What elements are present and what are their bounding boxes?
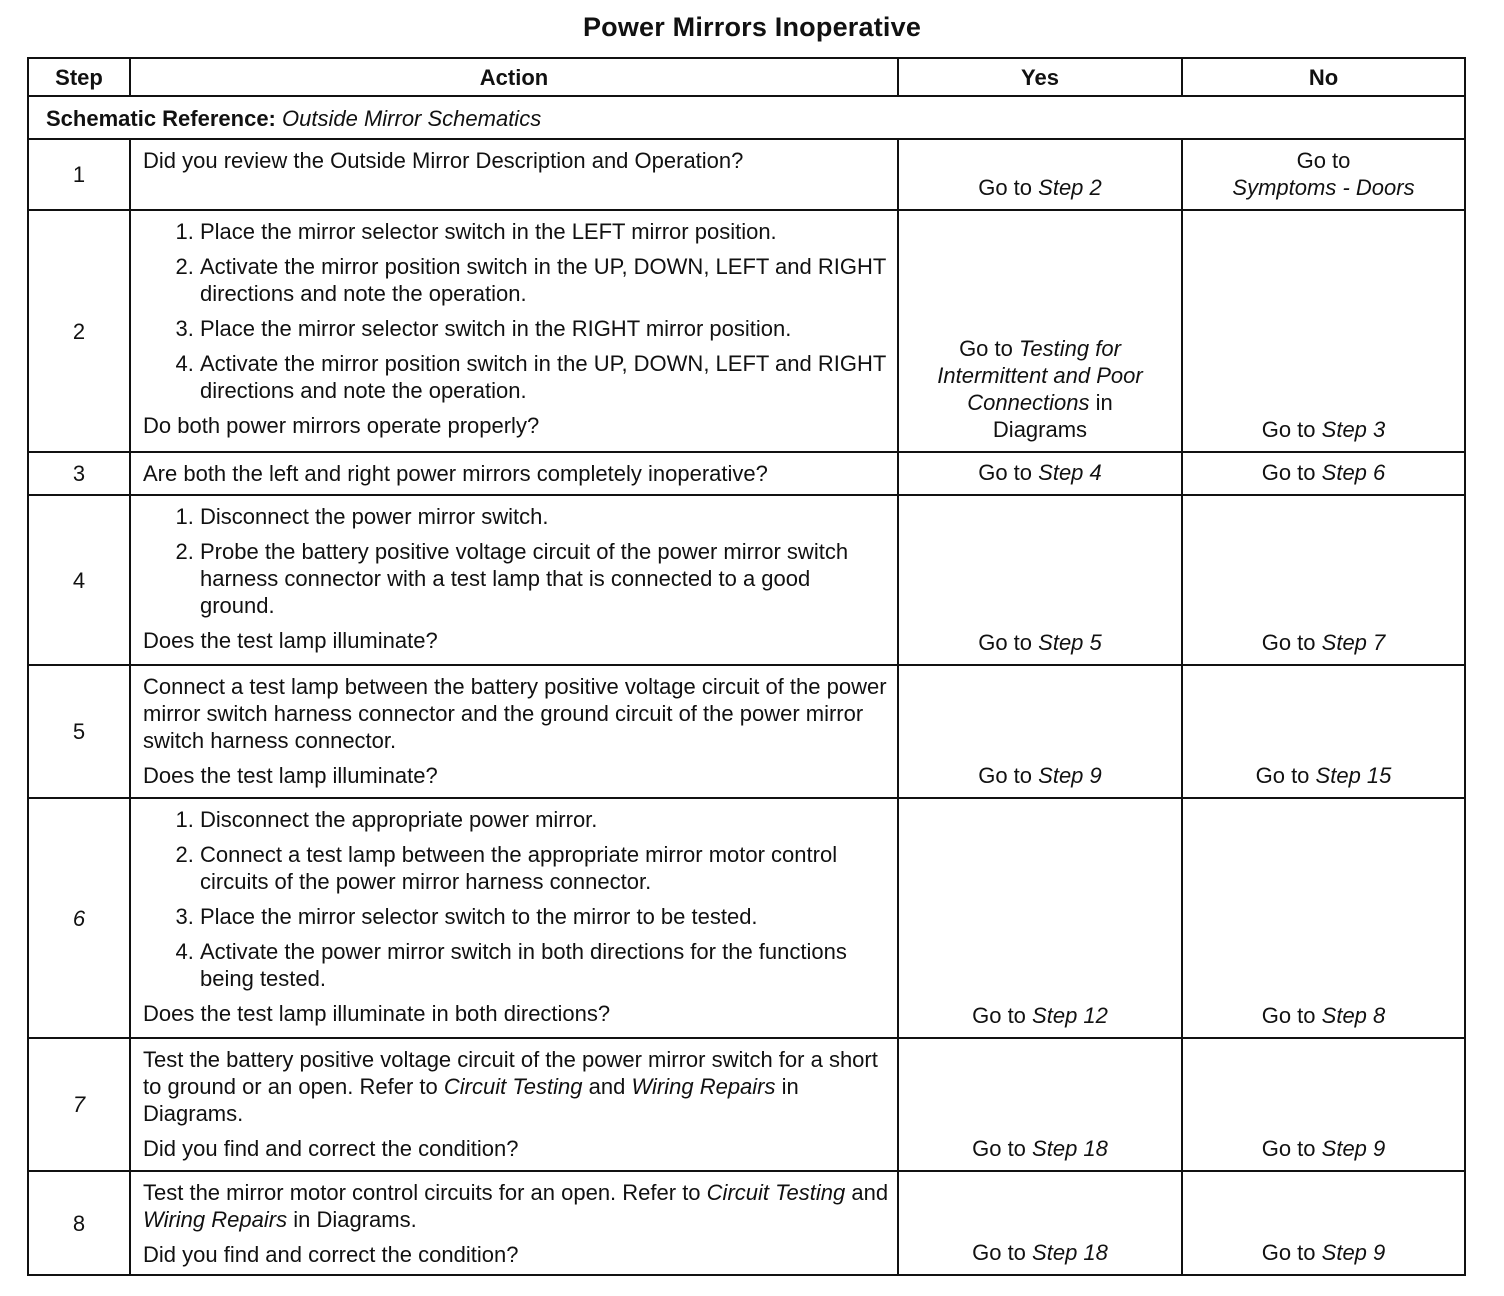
yes-cell bbox=[898, 1038, 1182, 1171]
yes-cell bbox=[898, 1171, 1182, 1275]
in-diagrams-text: in Diagrams. bbox=[293, 1207, 417, 1232]
table-row bbox=[28, 665, 1465, 798]
goto-prefix: Go to bbox=[1261, 630, 1316, 655]
step-link[interactable]: Step 15 bbox=[1315, 763, 1392, 788]
table-row bbox=[28, 798, 1465, 1038]
testing-link[interactable]: Testing for Intermittent and Poor Connections bbox=[937, 336, 1143, 415]
goto-prefix: Go to bbox=[959, 336, 1013, 361]
question: Did you find and correct the condition? bbox=[143, 1242, 519, 1267]
step-link[interactable]: Step 6 bbox=[1321, 460, 1386, 485]
question: Do both power mirrors operate properly? bbox=[143, 413, 540, 438]
question: Did you find and correct the condition? bbox=[143, 1136, 519, 1161]
step-link[interactable]: Step 7 bbox=[1321, 630, 1386, 655]
goto-prefix: Go to bbox=[1261, 460, 1316, 485]
goto-prefix: Go to bbox=[1261, 1240, 1316, 1265]
goto-prefix: Go to bbox=[1255, 763, 1310, 788]
no-cell bbox=[1182, 210, 1465, 452]
step-link[interactable]: Step 9 bbox=[1321, 1240, 1386, 1265]
no-cell bbox=[1182, 665, 1465, 798]
header-no: No bbox=[1182, 58, 1465, 96]
schematic-reference-row bbox=[28, 96, 1465, 139]
question: Did you review the Outside Mirror Description and Operation? bbox=[143, 148, 744, 173]
table-row bbox=[28, 452, 1465, 495]
no-cell bbox=[1182, 798, 1465, 1038]
goto-prefix: Go to bbox=[978, 630, 1033, 655]
step-link[interactable]: Step 5 bbox=[1038, 630, 1102, 655]
step-number: 5 bbox=[28, 665, 130, 798]
action-cell bbox=[130, 495, 898, 665]
question: Does the test lamp illuminate in both directions? bbox=[143, 1001, 611, 1026]
substep: 2. Connect a test lamp between the appropriate mirror motor control circuits of the power mirror harness connector. bbox=[200, 841, 889, 895]
question: Does the test lamp illuminate? bbox=[143, 763, 438, 788]
goto-prefix: Go to bbox=[1261, 417, 1316, 442]
schematic-reference-label: Schematic Reference: bbox=[46, 106, 276, 131]
table-row bbox=[28, 1171, 1465, 1275]
substep: 1. Disconnect the power mirror switch. bbox=[200, 503, 889, 530]
step-number: 8 bbox=[28, 1171, 130, 1275]
substep: 4. Activate the mirror position switch in the UP, DOWN, LEFT and RIGHT directions and note the operation. bbox=[200, 350, 889, 404]
yes-cell bbox=[898, 210, 1182, 452]
substep-list bbox=[143, 218, 889, 404]
goto-prefix: Go to bbox=[978, 175, 1033, 200]
step-link[interactable]: Step 3 bbox=[1321, 417, 1386, 442]
step-link[interactable]: Step 9 bbox=[1038, 763, 1102, 788]
and-text: and bbox=[588, 1074, 626, 1099]
step-link[interactable]: Step 4 bbox=[1038, 460, 1102, 485]
page-title: Power Mirrors Inoperative bbox=[582, 12, 922, 42]
goto-prefix: Go to bbox=[1261, 1136, 1316, 1161]
substep: 4. Activate the power mirror switch in both directions for the functions being tested. bbox=[200, 938, 889, 992]
header-yes: Yes bbox=[898, 58, 1182, 96]
yes-cell bbox=[898, 452, 1182, 495]
instruction-text: Connect a test lamp between the battery positive voltage circuit of the power mirror switch harness connector and the ground circuit of the power mirror switch harness connector. bbox=[143, 674, 887, 753]
instruction-text bbox=[143, 1046, 889, 1127]
yes-cell bbox=[898, 139, 1182, 210]
goto-prefix: Go to bbox=[978, 460, 1033, 485]
goto-prefix: Go to bbox=[1296, 148, 1351, 173]
wiring-repairs-link[interactable]: Wiring Repairs bbox=[631, 1074, 776, 1099]
no-cell bbox=[1182, 452, 1465, 495]
action-cell bbox=[130, 1038, 898, 1171]
question: Does the test lamp illuminate? bbox=[143, 628, 438, 653]
yes-cell bbox=[898, 495, 1182, 665]
circuit-testing-link[interactable]: Circuit Testing bbox=[443, 1074, 583, 1099]
step-number: 1 bbox=[28, 139, 130, 210]
substep: 2. Activate the mirror position switch in the UP, DOWN, LEFT and RIGHT directions and note the operation. bbox=[200, 253, 889, 307]
table-row bbox=[28, 495, 1465, 665]
header-action: Action bbox=[130, 58, 898, 96]
action-cell bbox=[130, 139, 898, 210]
instruction-lead: Test the battery positive voltage circuit of the power mirror switch for a short to ground or an open. Refer to bbox=[143, 1047, 878, 1099]
schematic-reference-link[interactable]: Outside Mirror Schematics bbox=[282, 106, 542, 131]
step-link[interactable]: Step 12 bbox=[1032, 1003, 1108, 1028]
substep: 3. Place the mirror selector switch to the mirror to be tested. bbox=[200, 903, 889, 930]
header-step: Step bbox=[28, 58, 130, 96]
step-link[interactable]: Step 8 bbox=[1321, 1003, 1386, 1028]
question: Are both the left and right power mirrors completely inoperative? bbox=[143, 461, 768, 486]
schematic-reference bbox=[28, 96, 1465, 139]
yes-cell bbox=[898, 798, 1182, 1038]
substep: 1. Place the mirror selector switch in the LEFT mirror position. bbox=[200, 218, 889, 245]
no-cell bbox=[1182, 139, 1465, 210]
in-diagrams-text: in Diagrams. bbox=[143, 1074, 799, 1126]
no-cell bbox=[1182, 1171, 1465, 1275]
action-cell bbox=[130, 452, 898, 495]
goto-prefix: Go to bbox=[972, 1003, 1026, 1028]
instruction-text bbox=[143, 1179, 889, 1233]
step-number: 2 bbox=[28, 210, 130, 452]
table-row bbox=[28, 139, 1465, 210]
substep-list bbox=[143, 806, 889, 992]
goto-prefix: Go to bbox=[978, 763, 1033, 788]
step-number: 6 bbox=[28, 798, 130, 1038]
action-cell bbox=[130, 210, 898, 452]
table-row bbox=[28, 210, 1465, 452]
diagrams-text: Diagrams bbox=[992, 417, 1088, 442]
no-cell bbox=[1182, 495, 1465, 665]
yes-cell bbox=[898, 665, 1182, 798]
header-row bbox=[28, 58, 1465, 96]
substep-list bbox=[143, 503, 889, 619]
step-number: 4 bbox=[28, 495, 130, 665]
action-cell bbox=[130, 1171, 898, 1275]
wiring-repairs-link[interactable]: Wiring Repairs bbox=[143, 1207, 288, 1232]
in-text: in bbox=[1095, 390, 1113, 415]
action-cell bbox=[130, 665, 898, 798]
substep: 3. Place the mirror selector switch in the RIGHT mirror position. bbox=[200, 315, 889, 342]
table-row bbox=[28, 1038, 1465, 1171]
step-number: 3 bbox=[28, 452, 130, 495]
circuit-testing-link[interactable]: Circuit Testing bbox=[706, 1180, 846, 1205]
step-link[interactable]: Step 9 bbox=[1321, 1136, 1386, 1161]
goto-prefix: Go to bbox=[972, 1240, 1026, 1265]
step-link[interactable]: Step 18 bbox=[1032, 1240, 1108, 1265]
no-cell bbox=[1182, 1038, 1465, 1171]
and-text: and bbox=[851, 1180, 889, 1205]
step-link[interactable]: Step 2 bbox=[1038, 175, 1102, 200]
action-cell bbox=[130, 798, 898, 1038]
goto-prefix: Go to bbox=[972, 1136, 1026, 1161]
substep: 1. Disconnect the appropriate power mirror. bbox=[200, 806, 889, 833]
step-number: 7 bbox=[28, 1038, 130, 1171]
symptoms-link[interactable]: Symptoms - Doors bbox=[1232, 175, 1415, 200]
instruction-lead: Test the mirror motor control circuits for an open. Refer to bbox=[143, 1180, 701, 1205]
substep: 2. Probe the battery positive voltage circuit of the power mirror switch harness connector with a test lamp that is connected to a good ground. bbox=[200, 538, 889, 619]
step-link[interactable]: Step 18 bbox=[1032, 1136, 1108, 1161]
goto-prefix: Go to bbox=[1261, 1003, 1316, 1028]
diagnostic-table bbox=[27, 57, 1466, 1276]
